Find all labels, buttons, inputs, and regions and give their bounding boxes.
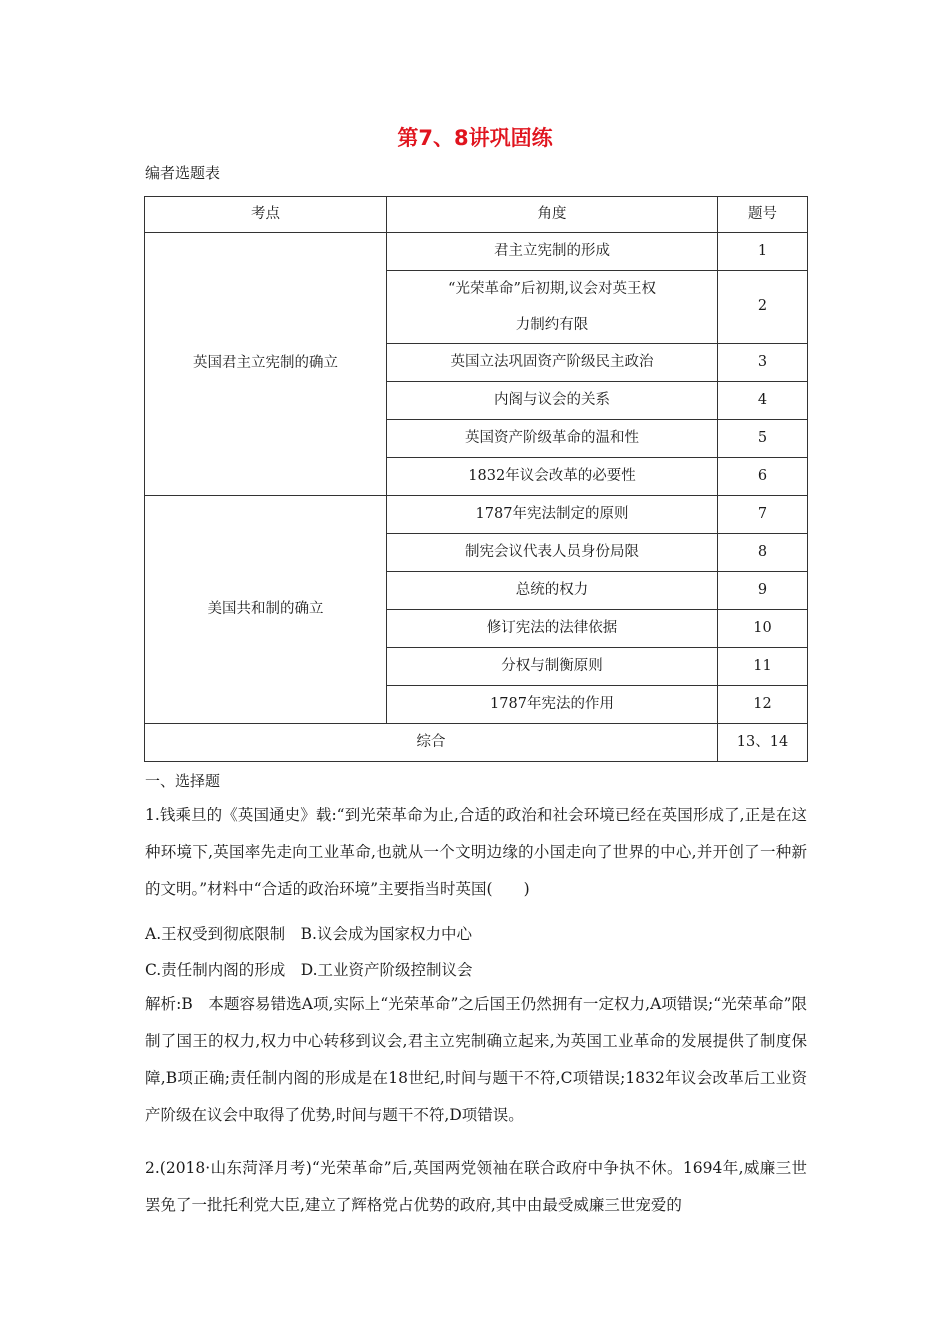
- number-cell: 4: [718, 382, 808, 420]
- topic-cell: 英国君主立宪制的确立: [145, 233, 387, 496]
- number-cell: 3: [718, 344, 808, 382]
- header-number: 题号: [718, 197, 808, 233]
- question-1-options-cd: C.责任制内阁的形成 D.工业资产阶级控制议会: [145, 961, 473, 979]
- section-heading: 一、选择题: [145, 772, 221, 790]
- number-cell: 9: [718, 572, 808, 610]
- angle-cell: [387, 271, 718, 344]
- number-cell: 8: [718, 534, 808, 572]
- number-cell: 5: [718, 420, 808, 458]
- number-cell: 7: [718, 496, 808, 534]
- angle-cell-text: “光荣革命”后初期,议会对英王权力制约有限: [448, 281, 656, 333]
- angle-cell: 1787年宪法的作用: [387, 686, 718, 724]
- header-angle: 角度: [387, 197, 718, 233]
- page-title: 第7、8讲巩固练: [397, 126, 553, 150]
- table-row: [145, 496, 808, 534]
- table-caption: 编者选题表: [145, 164, 221, 182]
- angle-cell: 制宪会议代表人员身份局限: [387, 534, 718, 572]
- angle-cell: 1787年宪法制定的原则: [387, 496, 718, 534]
- number-cell: 2: [718, 271, 808, 344]
- question-1-analysis: 解析:B 本题容易错选A项,实际上“光荣革命”之后国王仍然拥有一定权力,A项错误;“光荣革命”限制了国王的权力,权力中心转移到议会,君主立宪制确立起来,为英国工业革命的发展提供了制度保障,B项正确;责任制内阁的形成是在18世纪,时间与题干不符,C项错误;1832年议会改革后工业资产阶级在议会中取得了优势,时间与题干不符,D项错误。: [145, 995, 807, 1124]
- question-1-stem: 1.钱乘旦的《英国通史》载:“到光荣革命为止,合适的政治和社会环境已经在英国形成了,正是在这种环境下,英国率先走向工业革命,也就从一个文明边缘的小国走向了世界的中心,并开创了一种新的文明。”材料中“合适的政治环境”主要指当时英国( ): [145, 806, 807, 898]
- question-1-options-ab: A.王权受到彻底限制 B.议会成为国家权力中心: [145, 925, 472, 943]
- number-cell: 1: [718, 233, 808, 271]
- angle-cell: 君主立宪制的形成: [387, 233, 718, 271]
- table-row: [145, 233, 808, 271]
- question-2-stem: 2.(2018·山东菏泽月考)“光荣革命”后,英国两党领袖在联合政府中争执不休。1694年,威廉三世罢免了一批托利党大臣,建立了辉格党占优势的政府,其中由最受威廉三世宠爱的: [145, 1159, 807, 1214]
- angle-cell: 内阁与议会的关系: [387, 382, 718, 420]
- summary-row: [145, 724, 808, 762]
- angle-cell: 1832年议会改革的必要性: [387, 458, 718, 496]
- number-cell: 12: [718, 686, 808, 724]
- angle-cell: 英国立法巩固资产阶级民主政治: [387, 344, 718, 382]
- topic-selection-table: [144, 196, 808, 762]
- summary-label: 综合: [145, 724, 718, 762]
- number-cell: 10: [718, 610, 808, 648]
- angle-cell: 总统的权力: [387, 572, 718, 610]
- angle-cell: 英国资产阶级革命的温和性: [387, 420, 718, 458]
- angle-cell: 修订宪法的法律依据: [387, 610, 718, 648]
- number-cell: 11: [718, 648, 808, 686]
- header-topic: 考点: [145, 197, 387, 233]
- table-header-row: [145, 197, 808, 233]
- summary-number: 13、14: [718, 724, 808, 762]
- topic-cell: 美国共和制的确立: [145, 496, 387, 724]
- number-cell: 6: [718, 458, 808, 496]
- angle-cell: 分权与制衡原则: [387, 648, 718, 686]
